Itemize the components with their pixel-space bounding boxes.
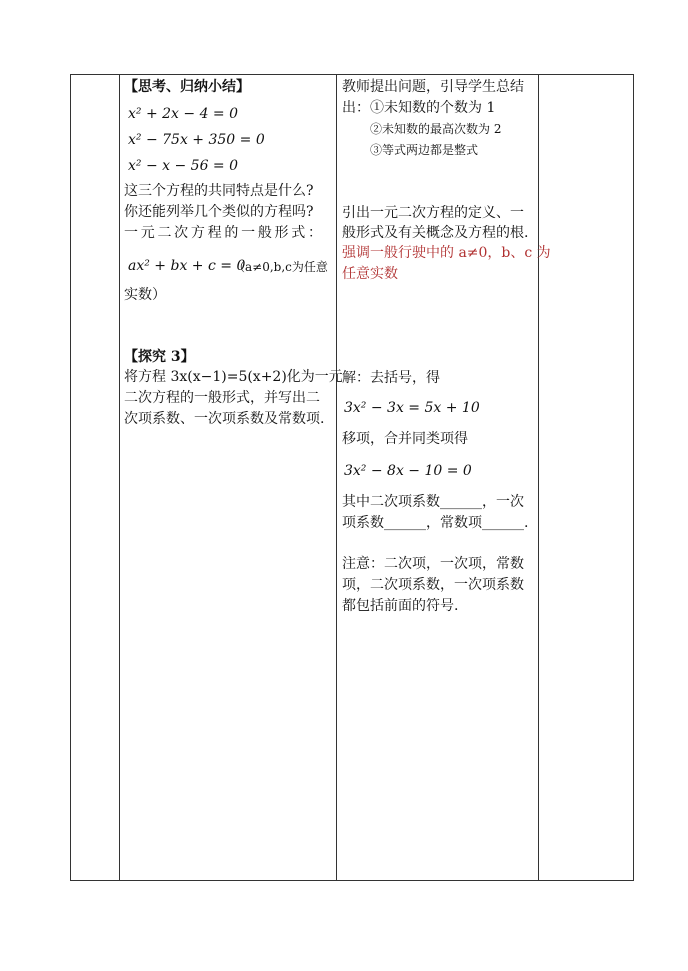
solution-label: 解：去括号，得 [342, 370, 440, 386]
question-line-1: 这三个方程的共同特点是什么? [124, 183, 314, 199]
explore-line-1: 将方程 3x(x−1)=5(x+2)化为一元 [124, 369, 343, 385]
teacher-line-4: ③等式两边都是整式 [370, 143, 479, 157]
explore-heading: 【探究 3】 [124, 349, 195, 365]
emphasis-line-1: 强调一般行驶中的 a≠0，b、c 为 [342, 245, 551, 261]
solution-equation-2: 3x² − 8x − 10 = 0 [344, 463, 472, 479]
equation-2: x² − 75x + 350 = 0 [128, 132, 265, 148]
equation-1: x² + 2x − 4 = 0 [128, 106, 239, 122]
coefficient-line-2: 项系数______，常数项______. [342, 515, 529, 531]
emphasis-line-2: 任意实数 [342, 266, 398, 282]
column-divider-2 [336, 75, 337, 880]
note-line-1: 注意：二次项，一次项，常数 [342, 556, 524, 572]
equation-3: x² − x − 56 = 0 [128, 158, 239, 174]
coefficient-line-1: 其中二次项系数______，一次 [342, 494, 524, 510]
question-line-2: 你还能列举几个类似的方程吗? [124, 204, 314, 220]
column-divider-3 [538, 75, 539, 880]
general-form-condition-2: 实数） [124, 287, 166, 303]
intro-line-2: 般形式及有关概念及方程的根. [342, 225, 529, 241]
general-form-label: 一元二次方程的一般形式： [124, 225, 322, 241]
move-terms-label: 移项，合并同类项得 [342, 431, 468, 447]
general-form-equation: ax² + bx + c = 0 [128, 258, 246, 274]
explore-line-2: 二次方程的一般形式，并写出二 [124, 390, 320, 406]
note-line-3: 都包括前面的符号. [342, 598, 459, 614]
summary-heading: 【思考、归纳小结】 [124, 79, 250, 95]
column-divider-1 [119, 75, 120, 880]
solution-equation-1: 3x² − 3x = 5x + 10 [344, 400, 480, 416]
note-line-2: 项，二次项系数，一次项系数 [342, 577, 524, 593]
intro-line-1: 引出一元二次方程的定义、一 [342, 205, 524, 221]
general-form-condition: （a≠0,b,c为任意 [233, 260, 328, 274]
teacher-line-2: 出：①未知数的个数为 1 [342, 100, 496, 116]
explore-line-3: 次项系数、一次项系数及常数项. [124, 411, 325, 427]
teacher-line-3: ②未知数的最高次数为 2 [370, 122, 502, 136]
teacher-line-1: 教师提出问题，引导学生总结 [342, 79, 524, 95]
